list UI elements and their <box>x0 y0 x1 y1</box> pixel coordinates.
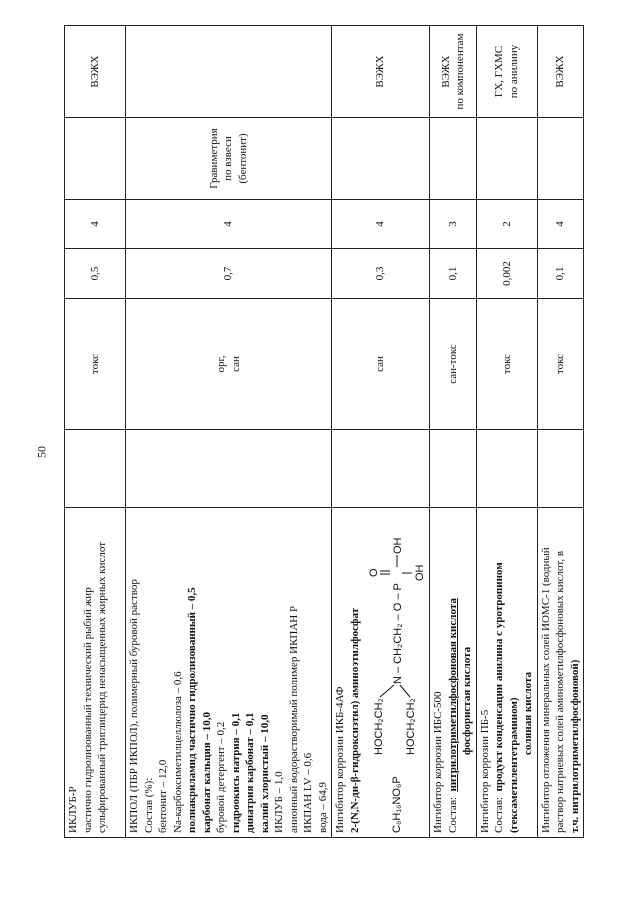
substance-line: ИКЛУБ – 1,0 <box>273 771 286 833</box>
toxicity-cell: токс <box>476 299 537 430</box>
substance-name-cell <box>476 508 537 838</box>
composition-label: Состав: <box>446 796 459 833</box>
substance-line: вода – 64,9 <box>316 781 329 833</box>
composition-item: соляная кислота <box>522 671 535 755</box>
composition-item: фосфористая кислота <box>461 646 474 755</box>
bond-line <box>400 685 410 697</box>
substance-line: буровой детергент – 0,2 <box>215 721 228 833</box>
empty-cell <box>65 430 126 508</box>
toxicity-cell: сан-токс <box>430 299 477 430</box>
substance-line: Ингибитор коррозии ИБС-500 <box>432 691 445 833</box>
hazard-class-cell: 4 <box>126 200 332 249</box>
toxicity-cell: токс <box>537 299 584 430</box>
substance-name-cell <box>332 508 430 838</box>
substance-name-cell <box>126 508 332 838</box>
value-cell: 0,002 <box>476 249 537 299</box>
water-method-cell <box>126 26 332 118</box>
hydroxyl-label: OH <box>414 564 427 581</box>
composition-block <box>492 512 507 833</box>
hazard-class-cell: 4 <box>65 200 126 249</box>
empty-cell <box>332 430 430 508</box>
hazard-class-cell: 2 <box>476 200 537 249</box>
method-cell <box>332 118 430 200</box>
substance-line: анионный водорастворимый полимер ИКПАН Р <box>287 605 300 833</box>
empty-cell <box>126 430 332 508</box>
substance-line: сульфированный триглицерид ненасыщенных жирных кислот <box>96 541 109 833</box>
method-cell <box>430 118 477 200</box>
hazard-class-cell: 3 <box>430 200 477 249</box>
substance-line: ИКЛУБ-Р <box>67 786 79 833</box>
substance-line: калий хлористый – 10,0 <box>258 714 271 833</box>
method-cell <box>537 118 584 200</box>
toxicity-cell: орг, сан <box>126 299 332 430</box>
composition-item: (гексаметилентетрамином) <box>507 697 520 833</box>
bond-line <box>380 685 394 697</box>
substance-name-cell <box>537 508 584 838</box>
value-cell: 0,1 <box>537 249 584 299</box>
page-number: 50 <box>34 446 49 458</box>
rotated-table-area <box>64 26 616 838</box>
substance-line: Ингибитор коррозии ПБ-5 <box>478 709 491 833</box>
value-cell: 0,5 <box>65 249 126 299</box>
substance-line: бентонит – 12,0 <box>157 759 170 833</box>
water-method-cell: ВЭЖХ по компонентам <box>430 26 477 118</box>
molecular-formula: C₆H₁₆NO₆P <box>390 776 403 833</box>
toxicity-cell: токс <box>65 299 126 430</box>
substance-line: Na-карбоксиметилцеллюлоза – 0,6 <box>171 671 184 833</box>
substance-line: ИКПОЛ (ПБР ИКПОЛ), полимерный буровой раствор <box>128 579 140 833</box>
structure-diagram <box>368 525 426 755</box>
hazard-class-cell: 4 <box>537 200 584 249</box>
hydroxyl-label: OH <box>392 537 405 554</box>
method-cell: Гравиметрия по взвеси (бентонит) <box>126 118 332 200</box>
table-row <box>126 26 332 838</box>
table-row <box>537 26 584 838</box>
composition-item: нитрилотриметилфосфоновая кислота <box>446 598 459 792</box>
substance-line: Состав (%): <box>142 777 155 833</box>
branch-top-label: HOCH₂CH₂ <box>373 698 386 755</box>
substance-line: т.ч. нитрилотриметилфосфоновой) <box>568 659 581 833</box>
structural-formula <box>368 512 426 833</box>
oxygen-top-label: O <box>368 568 381 577</box>
method-cell <box>476 118 537 200</box>
empty-cell <box>430 430 477 508</box>
substance-line: полиакриламид частично гидролизованный – 0,5 <box>186 587 199 833</box>
substance-name-cell <box>65 508 126 838</box>
water-method-cell: ВЭЖХ <box>65 26 126 118</box>
substance-line: гидроокись натрия – 0,1 <box>229 712 242 833</box>
water-method-cell: ГХ, ГХМС по анилину <box>476 26 537 118</box>
empty-cell <box>476 430 537 508</box>
substance-name-cell <box>430 508 477 838</box>
substance-line: ИКПАН LV – 0,6 <box>302 752 315 833</box>
table-row <box>430 26 477 838</box>
composition-label: Состав: <box>493 796 506 833</box>
hazard-class-cell: 4 <box>332 200 430 249</box>
substance-line: Ингибитор коррозии ИКБ-4АФ <box>334 686 347 833</box>
value-cell: 0,1 <box>430 249 477 299</box>
substance-line: 2-(N,N-ди-β-гидроксиэтил) аминоэтилфосфат <box>348 607 361 833</box>
substance-line: раствор натриевых солей аминометилфосфоновых кислот, в <box>554 550 567 833</box>
substance-line: карбонат кальция – 10,0 <box>200 712 213 833</box>
composition-item: продукт конденсации анилина с уротропином <box>493 562 506 792</box>
water-method-cell: ВЭЖХ <box>537 26 584 118</box>
water-method-cell: ВЭЖХ <box>332 26 430 118</box>
substance-line: Ингибитор отложения минеральных солей ИОМС-1 (водный <box>539 547 552 833</box>
substance-line: частично гидролизованный технический рыбий жир <box>81 587 94 833</box>
value-cell: 0,7 <box>126 249 332 299</box>
table-row <box>332 26 430 838</box>
table-row <box>476 26 537 838</box>
substance-table <box>64 25 584 838</box>
value-cell: 0,3 <box>332 249 430 299</box>
toxicity-cell: сан <box>332 299 430 430</box>
branch-bottom-label: HOCH₂CH₂ <box>405 698 418 755</box>
composition-block <box>446 512 461 833</box>
table-row <box>65 26 126 838</box>
substance-line: динатрия карбонат – 0,1 <box>244 712 257 833</box>
method-cell <box>65 118 126 200</box>
main-chain-label: N – CH₂CH₂ – O – P <box>392 583 405 684</box>
empty-cell <box>537 430 584 508</box>
